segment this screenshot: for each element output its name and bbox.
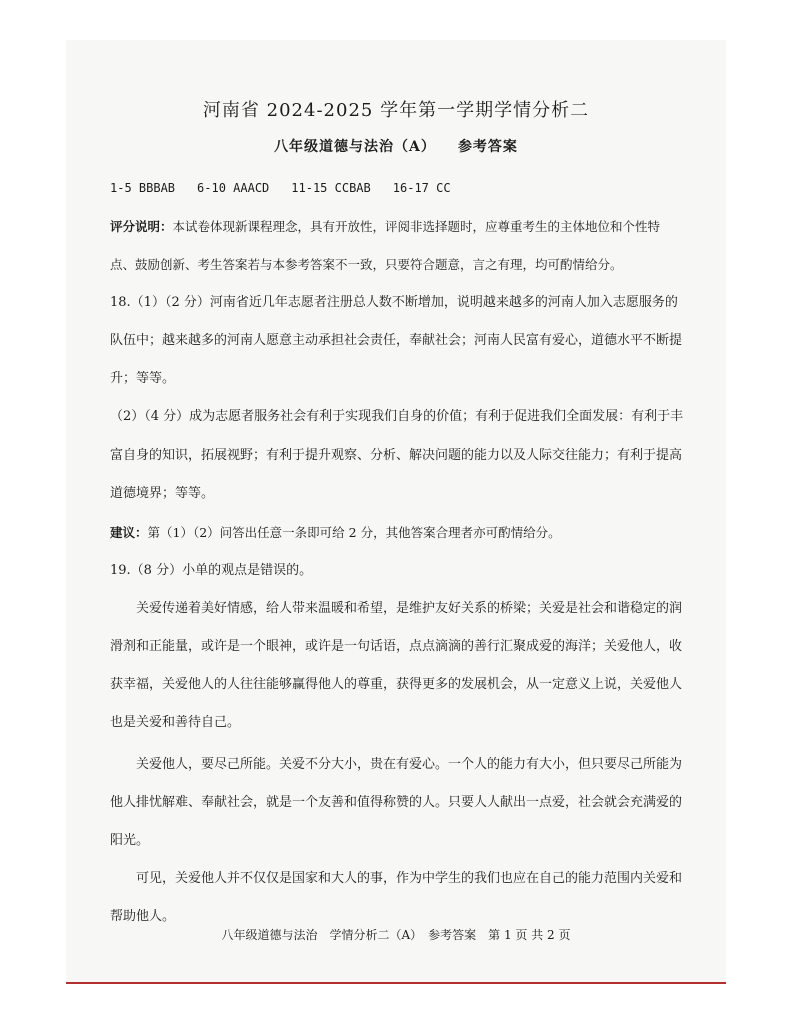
q19-para2-line: 关爱他人，要尽己所能。关爱不分大小，贵在有爱心。一个人的能力有大小，但只要尽己所能为 <box>136 757 683 772</box>
q18-part1-line: 升；等等。 <box>110 371 176 386</box>
q18-suggestion <box>110 524 561 542</box>
bottom-divider <box>66 982 726 984</box>
scoring-note-text: 本试卷体现新课程理念，具有开放性，评阅非选择题时，应尊重考生的主体地位和个性特 <box>172 219 661 234</box>
q19-para3-line: 可见，关爱他人并不仅仅是国家和大人的事，作为中学生的我们也应在自己的能力范围内关爱和 <box>136 871 683 886</box>
suggestion-label: 建议： <box>110 525 148 540</box>
answer-group: 16-17 CC <box>392 181 451 195</box>
suggestion-text: 第（1）（2）问答出任意一条即可给 2 分，其他答案合理者亦可酌情给分。 <box>147 525 561 540</box>
q18-part2-line: 富自身的知识，拓展视野；有利于提升观察、分析、解决问题的能力以及人际交往能力；有利于提高 <box>110 448 683 463</box>
answer-group: 11-15 CCBAB <box>291 181 371 195</box>
scoring-note-label: 评分说明： <box>110 219 173 234</box>
scoring-note-line <box>110 218 660 236</box>
q19-para1-line: 也是关爱和善待自己。 <box>110 715 241 730</box>
page-footer: 八年级道德与法治 学情分析二（A） 参考答案 第 1 页 共 2 页 <box>221 928 571 942</box>
subtitle-subject: 八年级道德与法治（A） <box>274 139 436 155</box>
q19-para1-line: 关爱传递着美好情感，给人带来温暖和希望，是维护友好关系的桥梁；关爱是社会和谐稳定的润 <box>136 601 683 616</box>
page-subtitle <box>66 138 726 156</box>
q19-intro: 19.（8 分）小单的观点是错误的。 <box>110 563 313 578</box>
page-title: 河南省 2024-2025 学年第一学期学情分析二 <box>202 100 590 121</box>
q18-part1-line: 队伍中；越来越多的河南人愿意主动承担社会责任，奉献社会；河南人民富有爱心，道德水平不断提 <box>110 333 683 348</box>
q18-part2-line: 道德境界；等等。 <box>110 486 215 501</box>
q19-para2-line: 阳光。 <box>110 833 150 848</box>
q19-para1-line: 获幸福，关爱他人的人往往能够赢得他人的尊重，获得更多的发展机会，从一定意义上说，关爱他人 <box>110 677 683 692</box>
q19-para2-line: 他人排忧解难、奉献社会，就是一个友善和值得称赞的人。只要人人献出一点爱，社会就会充满爱的 <box>110 795 683 810</box>
subtitle-answer-key: 参考答案 <box>457 139 518 155</box>
scoring-note-line: 点、鼓励创新、考生答案若与本参考答案不一致，只要符合题意，言之有理，均可酌情给分。 <box>110 257 623 272</box>
answer-group: 6-10 AAACD <box>197 181 270 195</box>
answer-group: 1-5 BBBAB <box>110 181 176 195</box>
q19-para3-line: 帮助他人。 <box>110 909 176 924</box>
answer-sheet-page <box>66 40 726 984</box>
choice-answers <box>110 179 451 197</box>
q18-part1-line: 18.（1）（2 分）河南省近几年志愿者注册总人数不断增加，说明越来越多的河南人加入志愿服务的 <box>110 295 678 310</box>
q19-para1-line: 滑剂和正能量，或许是一个眼神，或许是一句话语，点点滴滴的善行汇聚成爱的海洋；关爱他人，收 <box>110 639 683 654</box>
q18-part2-line: （2）（4 分）成为志愿者服务社会有利于实现我们自身的价值；有利于促进我们全面发展：有利于丰 <box>110 409 684 424</box>
